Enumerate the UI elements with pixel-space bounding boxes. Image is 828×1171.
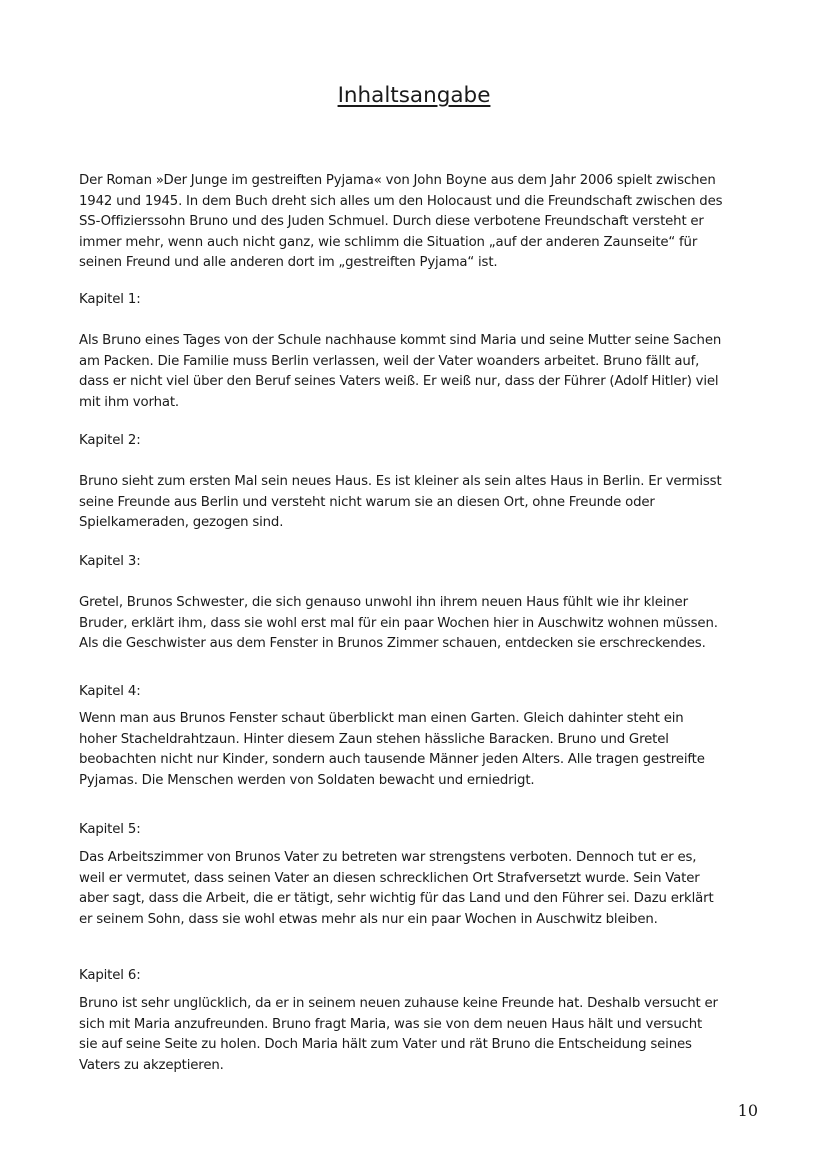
chapter-line: am Packen. Die Familie muss Berlin verlassen, weil der Vater woanders arbeitet. Bruno fällt auf,: [79, 353, 700, 369]
chapter-5-paragraph: [79, 848, 755, 930]
chapter-line: Spielkameraden, gezogen sind.: [79, 515, 284, 531]
intro-line: Der Roman »Der Junge im gestreiften Pyjama« von John Boyne aus dem Jahr 2006 spielt zwischen: [79, 173, 716, 188]
chapter-5-heading: Kapitel 5:: [79, 822, 141, 837]
chapter-line: Wenn man aus Brunos Fenster schaut überblickt man einen Garten. Gleich dahinter steht ein: [79, 711, 684, 726]
chapter-line: Bruno sieht zum ersten Mal sein neues Haus. Es ist kleiner als sein altes Haus in Berlin. Er vermisst: [79, 474, 722, 489]
chapter-4-paragraph: [79, 709, 755, 791]
chapter-line: seine Freunde aus Berlin und versteht nicht warum sie an diesen Ort, ohne Freunde oder: [79, 494, 655, 510]
chapter-6-heading: Kapitel 6:: [79, 968, 141, 983]
chapter-line: dass er nicht viel über den Beruf seines Vaters weiß. Er weiß nur, dass der Führer (Adolf Hitler) viel: [79, 374, 719, 390]
intro-line: seinen Freund und alle anderen dort im „gestreiften Pyjama“ ist.: [79, 255, 498, 271]
chapter-line: beobachten nicht nur Kinder, sondern auch tausende Männer jeden Alters. Alle tragen gestreifte: [79, 752, 705, 768]
chapter-line: aber sagt, dass die Arbeit, die er tätigt, sehr wichtig für das Land und den Führer sei. Dazu erklärt: [79, 891, 714, 907]
intro-line: SS-Offizierssohn Bruno und des Juden Schmuel. Durch diese verbotene Freundschaft versteht er: [79, 214, 704, 230]
chapter-line: Bruno ist sehr unglücklich, da er in seinem neuen zuhause keine Freunde hat. Deshalb versucht er: [79, 996, 718, 1011]
chapter-line: Das Arbeitszimmer von Brunos Vater zu betreten war strengstens verboten. Dennoch tut er es,: [79, 850, 697, 865]
chapter-line: mit ihm vorhat.: [79, 394, 179, 410]
chapter-2-paragraph: [79, 472, 755, 534]
page-title: Inhaltsangabe: [337, 83, 491, 108]
page-number: 10: [737, 1101, 758, 1120]
chapter-line: Vaters zu akzeptieren.: [79, 1057, 224, 1073]
chapter-2-heading: Kapitel 2:: [79, 433, 141, 448]
chapter-line: Bruder, erklärt ihm, dass sie wohl erst mal für ein paar Wochen hier in Auschwitz wohnen müssen.: [79, 615, 718, 631]
chapter-line: sie auf seine Seite zu holen. Doch Maria hält zum Vater und rät Bruno die Entscheidung seines: [79, 1037, 692, 1053]
chapter-line: Gretel, Brunos Schwester, die sich genauso unwohl ihn ihrem neuen Haus fühlt wie ihr kleiner: [79, 595, 688, 610]
chapter-1-heading: Kapitel 1:: [79, 292, 141, 307]
chapter-line: er seinem Sohn, dass sie wohl etwas mehr als nur ein paar Wochen in Auschwitz bleiben.: [79, 911, 658, 927]
chapter-4-heading: Kapitel 4:: [79, 684, 141, 699]
chapter-3-heading: Kapitel 3:: [79, 554, 141, 569]
chapter-line: Als Bruno eines Tages von der Schule nachhause kommt sind Maria und seine Mutter seine Sachen: [79, 333, 722, 348]
chapter-6-paragraph: [79, 994, 755, 1076]
chapter-line: Pyjamas. Die Menschen werden von Soldaten bewacht und erniedrigt.: [79, 772, 535, 788]
chapter-3-paragraph: [79, 593, 755, 655]
chapter-line: sich mit Maria anzufreunden. Bruno fragt Maria, was sie von dem neuen Haus hält und versucht: [79, 1016, 703, 1032]
chapter-line: weil er vermutet, dass seinen Vater an diesen schrecklichen Ort Strafversetzt wurde. Sein Vater: [79, 870, 700, 886]
intro-line: 1942 und 1945. In dem Buch dreht sich alles um den Holocaust und die Freundschaft zwischen des: [79, 193, 723, 209]
chapter-line: Als die Geschwister aus dem Fenster in Brunos Zimmer schauen, entdecken sie erschreckendes.: [79, 636, 706, 652]
intro-paragraph: [79, 171, 755, 274]
chapter-line: hoher Stacheldrahtzaun. Hinter diesem Zaun stehen hässliche Baracken. Bruno und Gretel: [79, 731, 669, 747]
intro-line: immer mehr, wenn auch nicht ganz, wie schlimm die Situation „auf der anderen Zaunseite“ für: [79, 234, 698, 250]
chapter-1-paragraph: [79, 331, 755, 413]
